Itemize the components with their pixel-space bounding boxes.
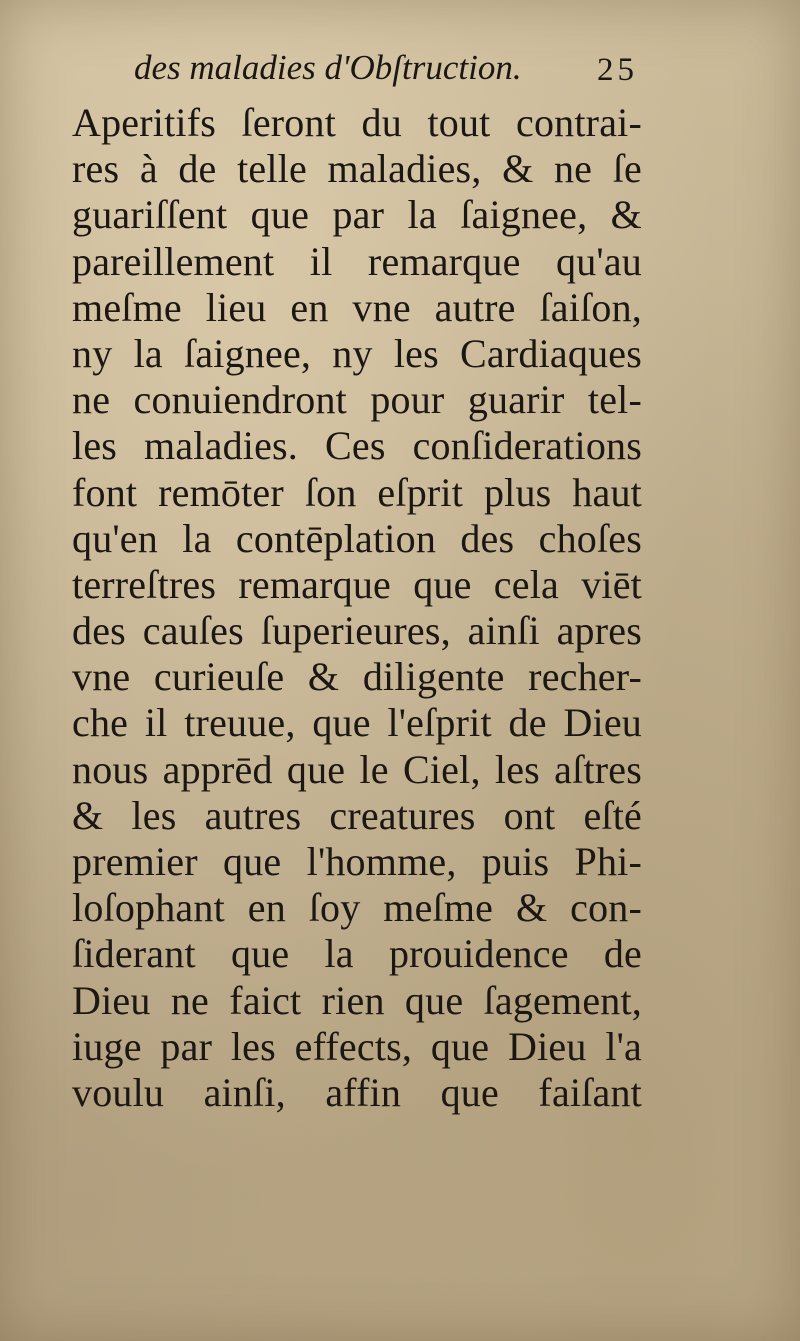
text-line: premier que l'homme, puis Phi- [72,839,642,884]
text-line: guariſſent que par la ſaignee, & [72,192,642,238]
text-line: res à de telle maladies, & ne ſe [72,146,642,192]
text-line: voulu ainſi, affin que faiſant [72,1069,642,1115]
text-line: les maladies. Ces conſiderations [72,423,642,469]
text-line: terreſtres remarque que cela viēt [72,561,642,607]
text-line: iuge par les effects, que Dieu l'a [72,1023,642,1069]
text-line: Dieu ne faict rien que ſagement, [72,977,642,1023]
page-number: 25 [597,52,638,88]
text-line: vne curieuſe & diligente recher- [72,654,642,700]
page-header [120,44,660,94]
text-line: loſophant en ſoy meſme & con- [72,885,642,931]
text-line: qu'en la contēplation des choſes [72,515,642,561]
text-line: des cauſes ſuperieures, ainſi apres [72,608,642,654]
text-line: ne conuiendront pour guarir tel- [72,377,642,423]
text-line: ſiderant que la prouidence de [72,931,642,977]
text-line: & les autres creatures ont eſté [72,792,642,838]
text-line: Aperitifs ſeront du tout contrai- [72,100,642,145]
text-line: che il treuue, que l'eſprit de Dieu [72,700,642,746]
text-line: meſme lieu en vne autre ſaiſon, [72,284,642,330]
text-line: nous apprēd que le Ciel, les aſtres [72,746,642,792]
text-line: ny la ſaignee, ny les Cardiaques [72,330,642,376]
running-head: des maladies d'Obſtruction. [134,48,522,87]
body-text [72,100,642,1116]
text-line: pareillement il remarque qu'au [72,238,642,284]
text-line: font remōter ſon eſprit plus haut [72,469,642,515]
